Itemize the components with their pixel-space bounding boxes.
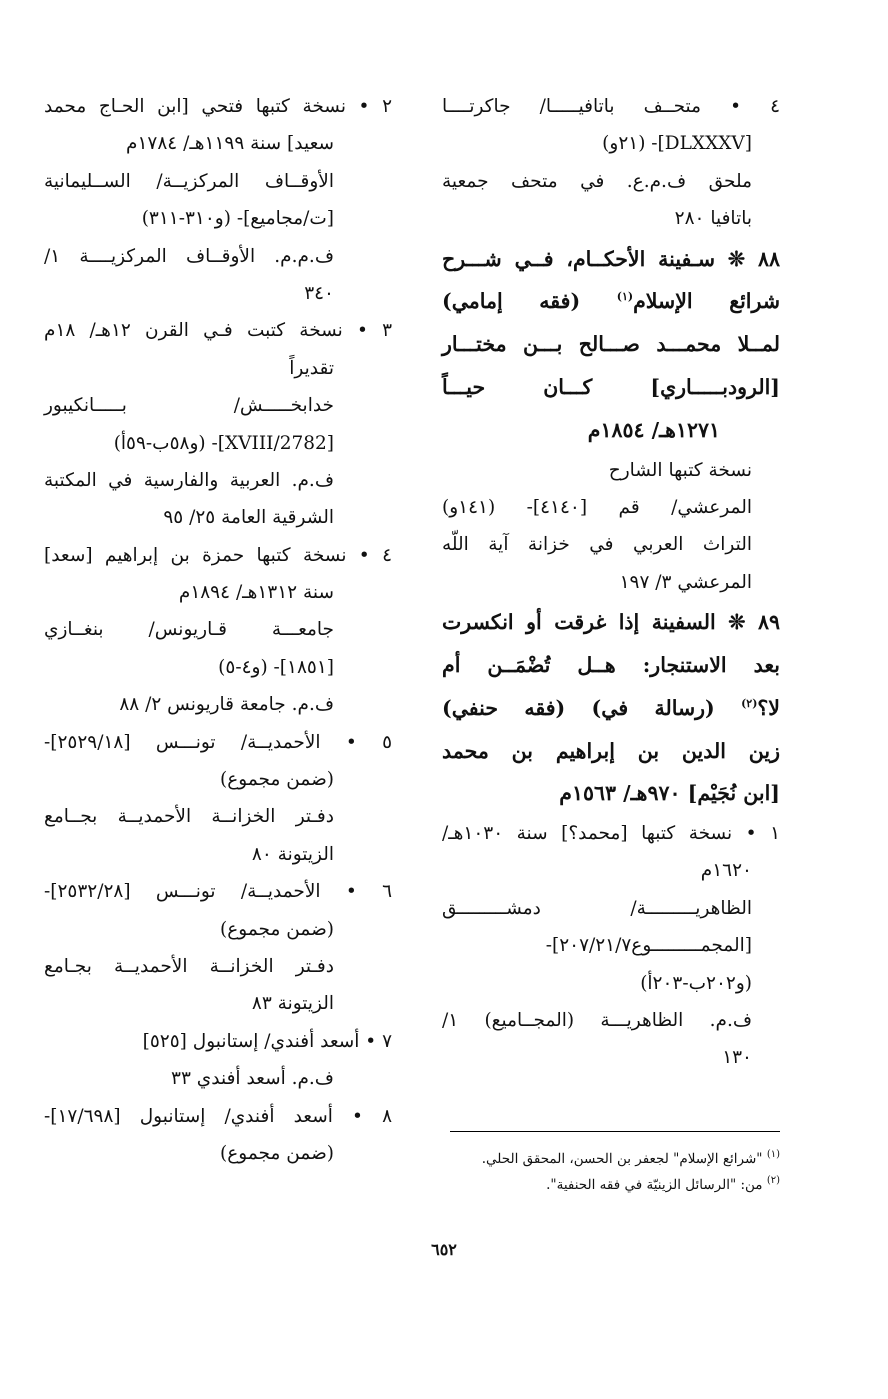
left-column (44, 88, 392, 1172)
right-column-line (442, 526, 780, 563)
line-text: ١٣٠ (722, 1047, 752, 1069)
line-text: ١٢٧١هـ/ ١٨٥٤م (587, 417, 720, 442)
right-column-line (442, 852, 780, 889)
right-column-line (442, 564, 780, 601)
line-text: المرعشي ٣/ ١٩٧ (619, 571, 752, 593)
line-text: الشرقية العامة ٢٥/ ٩٥ (163, 507, 334, 529)
right-column-line (442, 644, 780, 687)
line-text: خدابخـــــش/ بـــــانكيبور (44, 395, 334, 417)
right-column-line (442, 815, 780, 852)
left-column-line (44, 1023, 392, 1060)
right-column-line (442, 772, 780, 815)
right-column-line (442, 601, 780, 644)
line-text: [الرودبـــــاري] كـــان حيـــاً (442, 374, 780, 399)
line-text: [DLXXXV]- (٢١و) (602, 133, 752, 155)
line-text: ٤ • نسخة كتبها حمزة بن إبراهيم [سعد] (44, 544, 392, 566)
footnote-marker: (٢) (741, 696, 758, 710)
line-text: سعيد] سنة ١١٩٩هـ/ ١٧٨٤م (126, 133, 334, 155)
line-text: ٦ • الأحمديــة/ تونـــس [٢٥٣٢/٢٨]- (44, 881, 392, 903)
right-column-line (442, 88, 780, 125)
line-text: ف.م. العربية والفارسية في المكتبة (44, 469, 334, 491)
footnote-text: "شرائع الإسلام" لجعفر بن الحسن، المحقق الحلي. (481, 1151, 767, 1167)
page-number: ٦٥٢ (431, 1240, 457, 1259)
line-text: الزيتونة ٨٣ (251, 993, 334, 1015)
left-column-line (44, 985, 392, 1022)
right-column-line (442, 323, 780, 366)
left-column-line (44, 649, 392, 686)
line-text-after: (رسالة في) (فقه حنفي) (442, 695, 742, 720)
footnotes (360, 1146, 780, 1198)
line-text: باتافيا ٢٨٠ (674, 208, 752, 230)
line-text: لا؟ (757, 695, 780, 720)
line-text: ف.م. الظاهريـــة (المجــاميع) ١/ (442, 1010, 752, 1032)
line-text: سنة ١٣١٢هـ/ ١٨٩٤م (178, 582, 334, 604)
right-column-line (442, 965, 780, 1002)
line-text: ١ • نسخة كتبها [محمد؟] سنة ١٠٣٠هـ/ (442, 823, 780, 845)
footnote (360, 1172, 780, 1198)
left-column-line (44, 798, 392, 835)
line-text: [المجمـــــــــوع٢٠٧/٢١/٧]- (545, 935, 752, 957)
line-text: ٨٩ ❊ السفينة إذا غرقت أو انكسرت (442, 610, 780, 635)
left-column-line (44, 724, 392, 761)
right-column (442, 88, 780, 1077)
line-text: الظاهريـــــــــة/ دمشـــــــــق (442, 897, 752, 919)
line-text: دفـتر الخزانــة الأحمديــة بجــامع (44, 806, 334, 828)
line-text: ف.م. أسعد أفندي ٣٣ (171, 1068, 334, 1090)
line-text: بعد الاستنجار: هــل تُضْمَــن أم (442, 652, 780, 677)
line-text-after: (فقه إمامي) (442, 289, 617, 314)
line-text: تقديراً (289, 357, 334, 379)
left-column-line (44, 948, 392, 985)
left-column-line (44, 611, 392, 648)
line-text: لمــلا محمـــد صـــالح بـــن مختـــار (442, 332, 780, 357)
line-text: ملحق ف.م.ع. في متحف جمعية (442, 170, 752, 192)
footnote-number: (١) (766, 1149, 780, 1160)
line-text: التراث العربي في خزانة آية اللّه (442, 534, 752, 556)
footnote (360, 1146, 780, 1172)
left-column-line (44, 1135, 392, 1172)
line-text: ٨ • أسعد أفندي/ إستانبول [١٧/٦٩٨]- (44, 1105, 392, 1127)
line-text: الزيتونة ٨٠ (251, 843, 334, 865)
left-column-line (44, 88, 392, 125)
right-column-line (442, 687, 780, 730)
left-column-line (44, 761, 392, 798)
right-column-line (442, 163, 780, 200)
right-column-line (442, 409, 780, 452)
line-text: ٢ • نسخة كتبها فتحي [ابن الحـاج محمد (44, 96, 392, 117)
right-column-line (442, 238, 780, 281)
line-text: نسخة كتبها الشارح (608, 459, 752, 481)
left-column-line (44, 200, 392, 237)
left-column-line (44, 911, 392, 948)
line-text: شرائع الإسلام (633, 289, 780, 314)
right-column-line (442, 452, 780, 489)
right-column-line (442, 890, 780, 927)
left-column-line (44, 686, 392, 723)
footnote-text: من: "الرسائل الزينيّة في فقه الحنفية". (546, 1177, 767, 1193)
left-column-line (44, 1098, 392, 1135)
line-text: [١٨٥١]- (و٤-٥) (218, 656, 334, 678)
footnote-divider (450, 1131, 780, 1132)
left-column-line (44, 873, 392, 910)
line-text: (ضمن مجموع) (220, 1142, 334, 1164)
line-text: [ت/مجاميع]- (و٣١٠-٣١١) (141, 208, 334, 230)
line-text: ٥ • الأحمديــة/ تونـــس [٢٥٢٩/١٨]- (44, 731, 392, 753)
left-column-line (44, 1060, 392, 1097)
right-column-line (442, 730, 780, 773)
line-text: ١٦٢٠م (700, 860, 752, 882)
footnote-number: (٢) (766, 1175, 780, 1186)
right-column-line (442, 1002, 780, 1039)
line-text: جامعـــة قـاريونس/ بنغــازي (44, 619, 334, 641)
line-text: (ضمن مجموع) (220, 769, 334, 791)
line-text: ٣٤٠ (304, 282, 334, 304)
line-text: (و٢٠٢ب-٢٠٣أ) (640, 972, 752, 994)
left-column-line (44, 312, 392, 349)
left-column-line (44, 125, 392, 162)
line-text: [2782/XVIII]- (و٥٨ب-٥٩أ) (113, 432, 334, 454)
right-column-line (442, 1039, 780, 1076)
right-column-line (442, 489, 780, 526)
right-column-line (442, 366, 780, 409)
left-column-line (44, 836, 392, 873)
footnote-marker: (١) (616, 290, 634, 304)
left-column-line (44, 238, 392, 275)
line-text: الأوقــاف المركزيــة/ الســليمانية (44, 170, 334, 192)
right-column-line (442, 927, 780, 964)
line-text: المرعشي/ قم [٤١٤٠]- (١٤١و) (442, 496, 752, 518)
line-text: زين الدين بن إبراهيم بن محمد (442, 738, 780, 763)
right-column-line (442, 125, 780, 162)
right-column-line (442, 280, 780, 323)
line-text: ف.م.م. الأوقــاف المركزيــــة ١/ (44, 245, 334, 267)
line-text: ٣ • نسخة كتبت فـي القرن ١٢هـ/ ١٨م (44, 320, 392, 342)
line-text: ٨٨ ❊ سـفينة الأحكــام، فــي شـــرح (442, 246, 780, 271)
left-column-line (44, 163, 392, 200)
right-column-line (442, 200, 780, 237)
line-text: ٤ • متحــف باتافيـــــا/ جاكرتــــا (442, 96, 780, 117)
line-text: ف.م. جامعة قاريونس ٢/ ٨٨ (119, 694, 334, 716)
left-column-line (44, 387, 392, 424)
line-text: [ابن نُجَيْم] ٩٧٠هـ/ ١٥٦٣م (559, 781, 780, 806)
line-text: (ضمن مجموع) (220, 918, 334, 940)
left-column-line (44, 462, 392, 499)
left-column-line (44, 275, 392, 312)
line-text: ٧ • أسعد أفندي/ إستانبول [٥٢٥] (142, 1030, 392, 1052)
left-column-line (44, 499, 392, 536)
line-text: دفـتر الخزانــة الأحمديــة بجـامع (44, 955, 334, 977)
left-column-line (44, 425, 392, 462)
left-column-line (44, 350, 392, 387)
left-column-line (44, 574, 392, 611)
left-column-line (44, 537, 392, 574)
